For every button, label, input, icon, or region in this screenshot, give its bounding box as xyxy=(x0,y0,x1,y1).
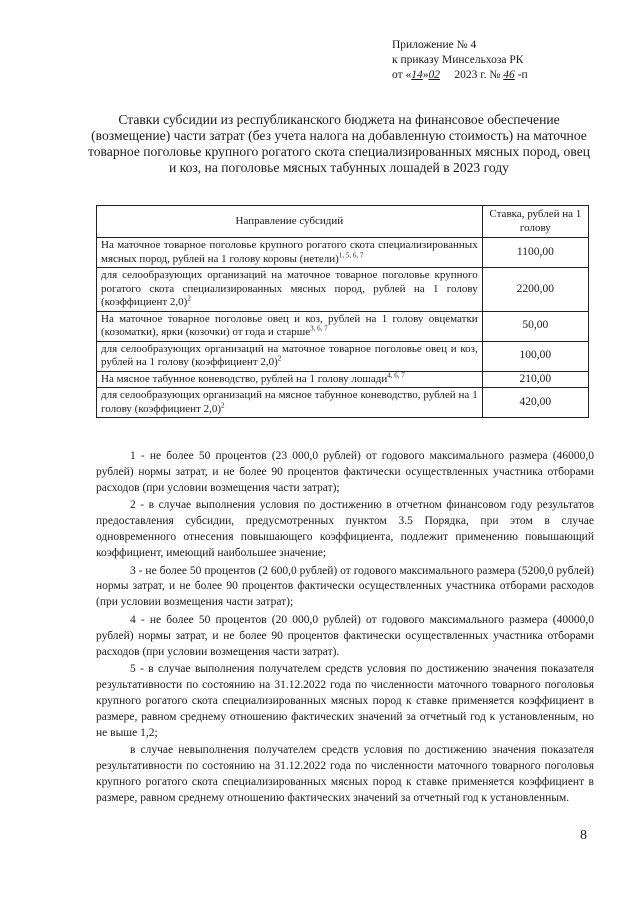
footnote-5-alt: в случае невыполнения получателем средств условия по достижению значения показателя результативности по состоянию на 31.12.2022 года по численности маточного товарного поголовья крупного рогатого скота специализированных мясных пород к ставке применяется коэффициент в размере, равном среднему отношению фактических значений за отчетный год к установленным. xyxy=(96,744,594,804)
table-row xyxy=(97,311,589,341)
table-row xyxy=(97,238,589,268)
number-suffix: -п xyxy=(517,69,528,81)
row-text: На маточное товарное поголовье крупного рогатого скота специализированных мясных пород, рублей на 1 голову коровы (нетели) xyxy=(101,239,478,265)
page-number: 8 xyxy=(580,828,587,843)
row-text: для селообразующих организаций на маточное товарное поголовье овец и коз, рублей на 1 голову (коэффициент 2,0) xyxy=(101,342,478,368)
row-text: На мясное табунное коневодство, рублей на 1 голову лошади xyxy=(101,372,388,385)
row-rate: 2200,00 xyxy=(482,268,588,312)
appendix-title: Приложение № 4 xyxy=(392,39,477,51)
row-text: для селообразующих организаций на мясное табунное коневодство, рублей на 1 голову (коэффициент 2,0) xyxy=(101,389,478,415)
row-rate: 210,00 xyxy=(482,371,588,388)
year-text: 2023 г. № xyxy=(454,69,501,81)
footnote-5: 5 - в случае выполнения получателем средств условия по достижению значения показателя результативности по состоянию на 31.12.2022 года по численности маточного товарного поголовья крупного рогатого скота специализированных мясных пород к ставке применяется коэффициент в размере, равном среднему отношению фактических значений за отчетный год к установленным, но не выше 1,2; xyxy=(96,663,594,739)
footnote-1: 1 - не более 50 процентов (23 000,0 рублей) от годового максимального размера (46000,0 рублей) нормы затрат, и не более 90 процентов фактически осуществленных участника отборами расходов (при условии возмещения части затрат); xyxy=(96,450,594,494)
footnotes xyxy=(96,449,594,809)
table-header-row xyxy=(97,206,589,238)
handwritten-number: 46 xyxy=(503,69,515,81)
footnote-ref: 2 xyxy=(277,354,282,363)
row-direction xyxy=(97,311,483,341)
table-row xyxy=(97,388,589,418)
footnote-2: 2 - в случае выполнения условия по достижению в отчетном финансовом году результатов предоставления субсидии, предусмотренных пунктом 3.5 Порядка, при этом в случае одновременного отнесения повышающего коэффициента, подлежит применению повышающий коэффициент, имеющий наибольшее значение; xyxy=(96,499,594,559)
document-title: Ставки субсидии из республиканского бюджета на финансовое обеспечение (возмещение) части затрат (без учета налога на добавленную стоимость) на маточное товарное поголовье крупного рогатого скота специализированных мясных пород, овец и коз, на поголовье мясных табунных лошадей в 2023 году xyxy=(87,112,590,175)
row-text: для селообразующих организаций на маточное товарное поголовье крупного рогатого скота специализированных мясных пород, рублей на 1 голову (коэффициент 2,0) xyxy=(101,269,478,308)
header-rate: Ставка, рублей на 1 голову xyxy=(482,206,588,238)
footnote-ref: 2 xyxy=(220,400,225,409)
header-direction: Направление субсидий xyxy=(97,206,483,238)
row-direction xyxy=(97,388,483,418)
footnote-ref: 1, 5, 6, 7 xyxy=(338,250,364,259)
row-rate: 1100,00 xyxy=(482,238,588,268)
footnote-ref: 4, 6, 7 xyxy=(387,370,405,379)
footnote-3: 3 - не более 50 процентов (2 600,0 рублей) от годового максимального размера (5200,0 рублей) нормы затрат, и не более 90 процентов фактически осуществленных участника отборами расходов (при условии возмещения части затрат); xyxy=(96,564,594,609)
subsidy-rates-table xyxy=(96,205,589,418)
date-prefix: от « xyxy=(392,69,412,81)
footnote-4: 4 - не более 50 процентов (20 000,0 рублей) от годового максимального размера (40000,0 рублей) нормы затрат, и не более 90 процентов фактически осуществленных участника отборами расходов (при условии возмещения части затрат). xyxy=(96,613,594,658)
handwritten-month: 02 xyxy=(428,69,440,81)
row-direction xyxy=(97,238,483,268)
row-direction xyxy=(97,268,483,312)
appendix-date-number: от «14»02 2023 г. № 46 -п xyxy=(392,69,528,81)
row-direction xyxy=(97,371,483,388)
table-row xyxy=(97,268,589,312)
handwritten-day: 14 xyxy=(411,69,423,81)
appendix-order-ref: к приказу Минсельхоза РК xyxy=(392,54,524,66)
row-text: На маточное товарное поголовье овец и коз, рублей на 1 голову овцематки (козоматки), ярки (козочки) от года и старше xyxy=(101,312,478,338)
row-direction xyxy=(97,341,483,371)
row-rate: 420,00 xyxy=(482,388,588,418)
row-rate: 100,00 xyxy=(482,341,588,371)
footnote-ref: 2 xyxy=(187,294,191,303)
table-row xyxy=(97,371,589,388)
footnote-ref: 3, 6, 7 xyxy=(310,324,328,333)
row-rate: 50,00 xyxy=(482,311,588,341)
appendix-header xyxy=(392,38,528,83)
table-row xyxy=(97,341,589,371)
